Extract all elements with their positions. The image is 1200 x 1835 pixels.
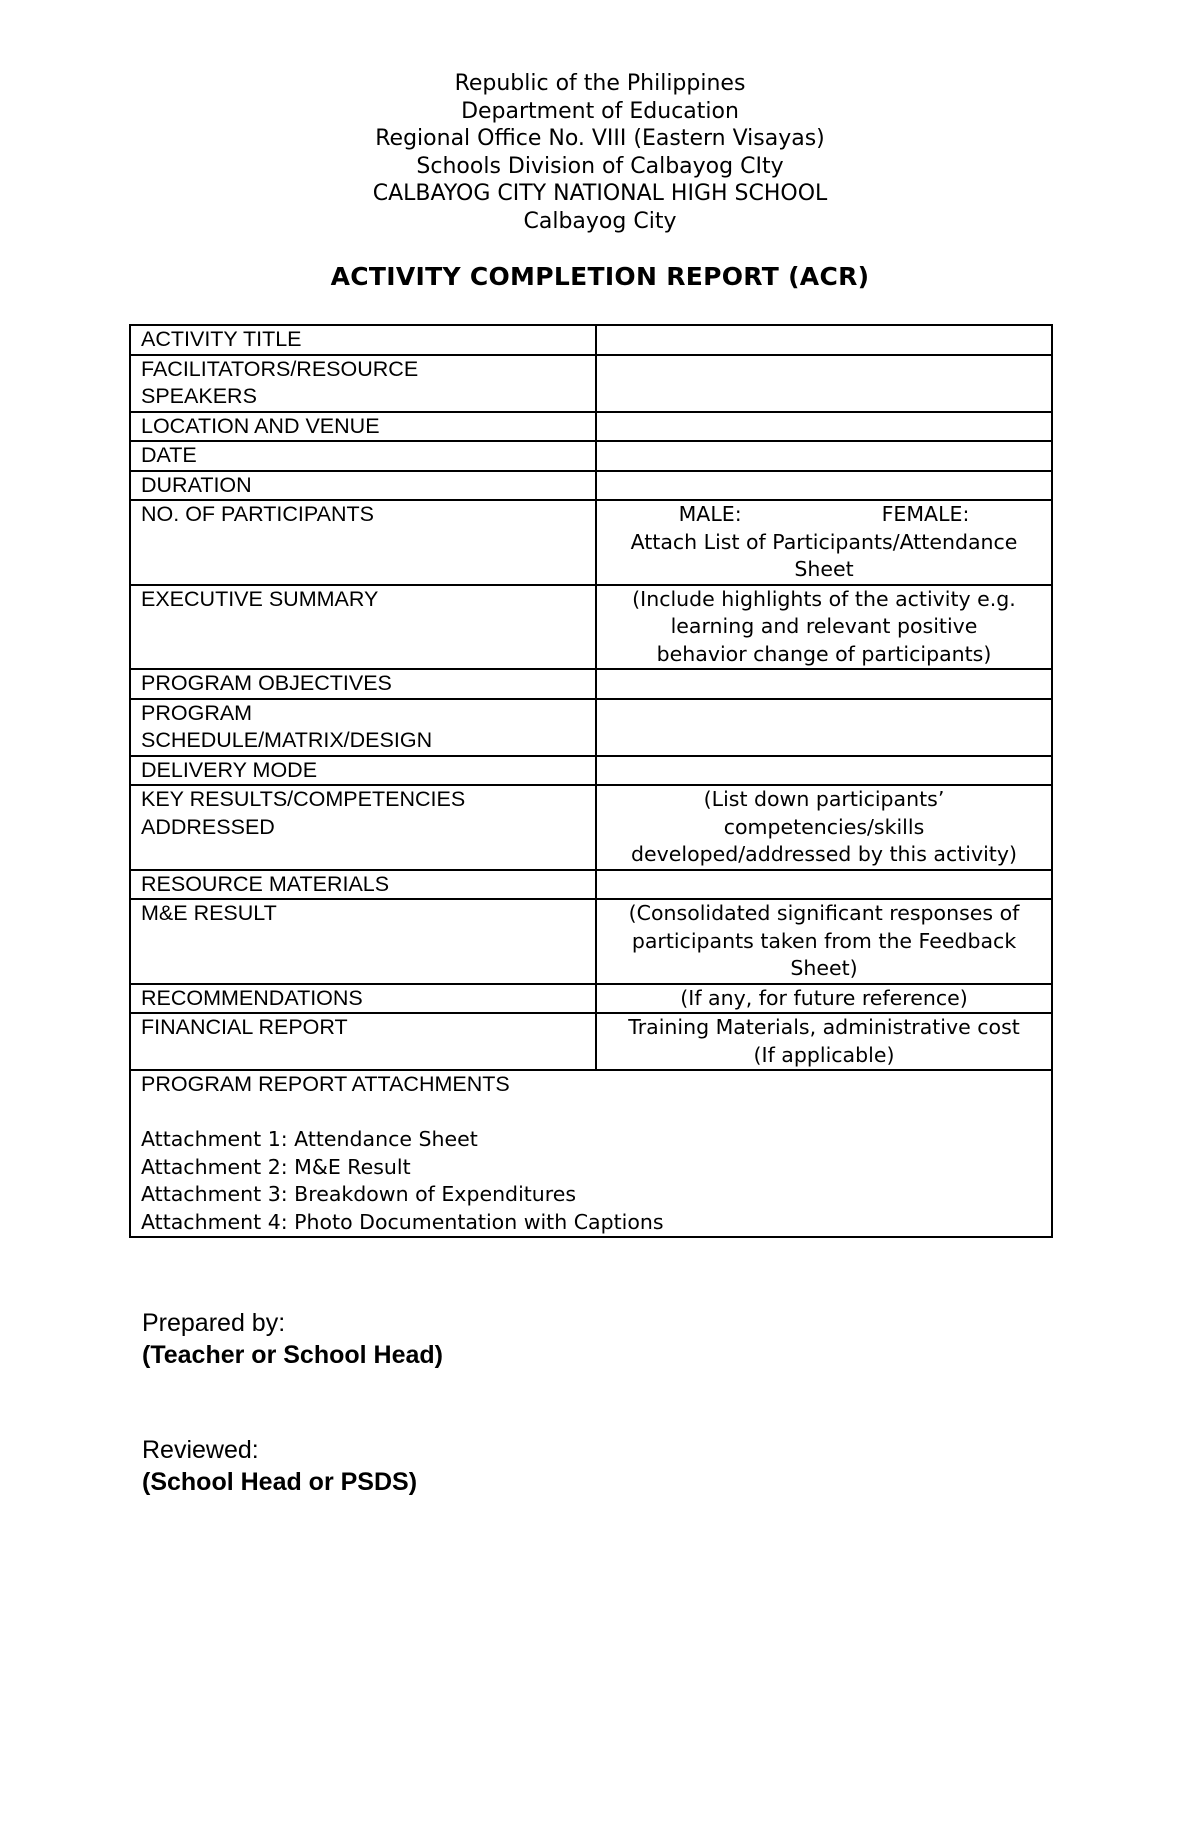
row-value-line: (List down participants’ <box>703 787 945 811</box>
attachment-item: Attachment 1: Attendance Sheet <box>141 1127 478 1151</box>
table-row <box>130 785 1052 870</box>
prepared-by-block <box>142 1307 443 1371</box>
letterhead-line: Regional Office No. VIII (Eastern Visayas) <box>375 126 825 151</box>
row-value[interactable] <box>596 585 1052 670</box>
row-value[interactable] <box>596 984 1052 1014</box>
report-title: ACTIVITY COMPLETION REPORT (ACR) <box>330 262 870 291</box>
letterhead <box>0 70 1200 235</box>
row-label-line: FACILITATORS/RESOURCE <box>141 356 419 381</box>
attachment-item: Attachment 3: Breakdown of Expenditures <box>141 1182 577 1206</box>
male-label: MALE: <box>678 502 742 526</box>
row-value-line: Sheet <box>794 557 854 581</box>
row-value[interactable] <box>596 785 1052 870</box>
row-value[interactable] <box>596 699 1052 756</box>
row-value[interactable] <box>596 756 1052 786</box>
row-value-line: behavior change of participants) <box>656 641 992 666</box>
letterhead-line: Department of Education <box>461 98 739 124</box>
row-label-line: PROGRAM OBJECTIVES <box>141 671 392 695</box>
row-value[interactable] <box>596 500 1052 585</box>
row-value[interactable] <box>596 669 1052 699</box>
reviewed-by-label: Reviewed: <box>142 1436 259 1464</box>
row-label <box>130 412 596 442</box>
row-value-line: competencies/skills <box>723 814 925 839</box>
table-row <box>130 441 1052 471</box>
row-label <box>130 899 596 984</box>
row-value[interactable] <box>596 412 1052 442</box>
attachment-item: Attachment 2: M&E Result <box>141 1154 411 1179</box>
row-label <box>130 1013 596 1070</box>
row-label <box>130 325 596 355</box>
row-value[interactable] <box>596 471 1052 501</box>
row-value-line: Training Materials, administrative cost <box>628 1015 1020 1039</box>
row-label-line: NO. OF PARTICIPANTS <box>141 502 374 526</box>
letterhead-line: CALBAYOG CITY NATIONAL HIGH SCHOOL <box>372 181 828 206</box>
row-value[interactable] <box>596 1013 1052 1070</box>
row-label-line: RECOMMENDATIONS <box>141 985 363 1010</box>
row-label <box>130 699 596 756</box>
table-row <box>130 355 1052 412</box>
row-label-line: LOCATION AND VENUE <box>141 413 380 438</box>
table-row <box>130 669 1052 699</box>
row-value-line: (Include highlights of the activity e.g. <box>632 586 1016 611</box>
row-label <box>130 585 596 670</box>
row-label-line: FINANCIAL REPORT <box>141 1015 348 1039</box>
table-row <box>130 699 1052 756</box>
row-value-line: learning and relevant positive <box>670 614 978 638</box>
attachments-heading: PROGRAM REPORT ATTACHMENTS <box>141 1072 510 1096</box>
reviewed-by-block <box>142 1434 417 1498</box>
table-row <box>130 899 1052 984</box>
row-label <box>130 355 596 412</box>
row-label-line: RESOURCE MATERIALS <box>141 871 390 896</box>
row-value-line: (Consolidated significant responses of <box>628 901 1020 925</box>
letterhead-line: Schools Division of Calbayog CIty <box>416 153 784 179</box>
row-label-line: DURATION <box>141 472 252 497</box>
row-value-line: participants taken from the Feedback <box>631 928 1017 953</box>
row-label-line: ADDRESSED <box>141 814 275 839</box>
prepared-by-label: Prepared by: <box>142 1309 286 1337</box>
reviewed-by-role: (School Head or PSDS) <box>142 1468 418 1496</box>
row-label <box>130 471 596 501</box>
table-row <box>130 984 1052 1014</box>
table-row <box>130 471 1052 501</box>
row-label <box>130 870 596 900</box>
table-row <box>130 500 1052 585</box>
report-form-table <box>129 324 1053 1238</box>
letterhead-line: Republic of the Philippines <box>454 71 746 96</box>
row-label <box>130 756 596 786</box>
attachments-spacer <box>141 1099 1041 1127</box>
table-row <box>130 756 1052 786</box>
row-label <box>130 500 596 585</box>
attachments-row <box>130 1070 1052 1237</box>
row-value[interactable] <box>596 899 1052 984</box>
table-row <box>130 412 1052 442</box>
row-label-line: ACTIVITY TITLE <box>141 327 302 351</box>
row-value-line: (If any, for future reference) <box>680 985 968 1010</box>
participants-gender-line <box>603 501 1045 529</box>
row-label-line: DATE <box>141 443 197 467</box>
row-label-line: DELIVERY MODE <box>141 757 318 782</box>
row-value[interactable] <box>596 441 1052 471</box>
row-value-line: Sheet) <box>790 956 858 980</box>
attachment-item: Attachment 4: Photo Documentation with Captions <box>141 1209 664 1234</box>
table-row <box>130 870 1052 900</box>
row-value-line: (If applicable) <box>753 1042 895 1067</box>
row-value-line: Attach List of Participants/Attendance <box>630 529 1018 554</box>
row-label <box>130 441 596 471</box>
letterhead-line: Calbayog City <box>523 208 677 234</box>
row-label <box>130 785 596 870</box>
row-label-line: PROGRAM <box>141 700 253 725</box>
row-label-line: KEY RESULTS/COMPETENCIES <box>141 787 466 811</box>
prepared-by-role: (Teacher or School Head) <box>142 1341 443 1369</box>
row-label-line: SPEAKERS <box>141 384 257 408</box>
row-value[interactable] <box>596 870 1052 900</box>
table-row <box>130 325 1052 355</box>
table-row <box>130 585 1052 670</box>
row-label <box>130 984 596 1014</box>
row-label-line: EXECUTIVE SUMMARY <box>141 586 379 611</box>
row-value[interactable] <box>596 325 1052 355</box>
row-value[interactable] <box>596 355 1052 412</box>
row-label <box>130 669 596 699</box>
female-label: FEMALE: <box>881 502 970 526</box>
table-row <box>130 1013 1052 1070</box>
row-label-line: SCHEDULE/MATRIX/DESIGN <box>141 728 433 752</box>
attachments-cell <box>130 1070 1052 1237</box>
row-label-line: M&E RESULT <box>141 901 277 925</box>
row-value-line: developed/addressed by this activity) <box>631 842 1017 866</box>
